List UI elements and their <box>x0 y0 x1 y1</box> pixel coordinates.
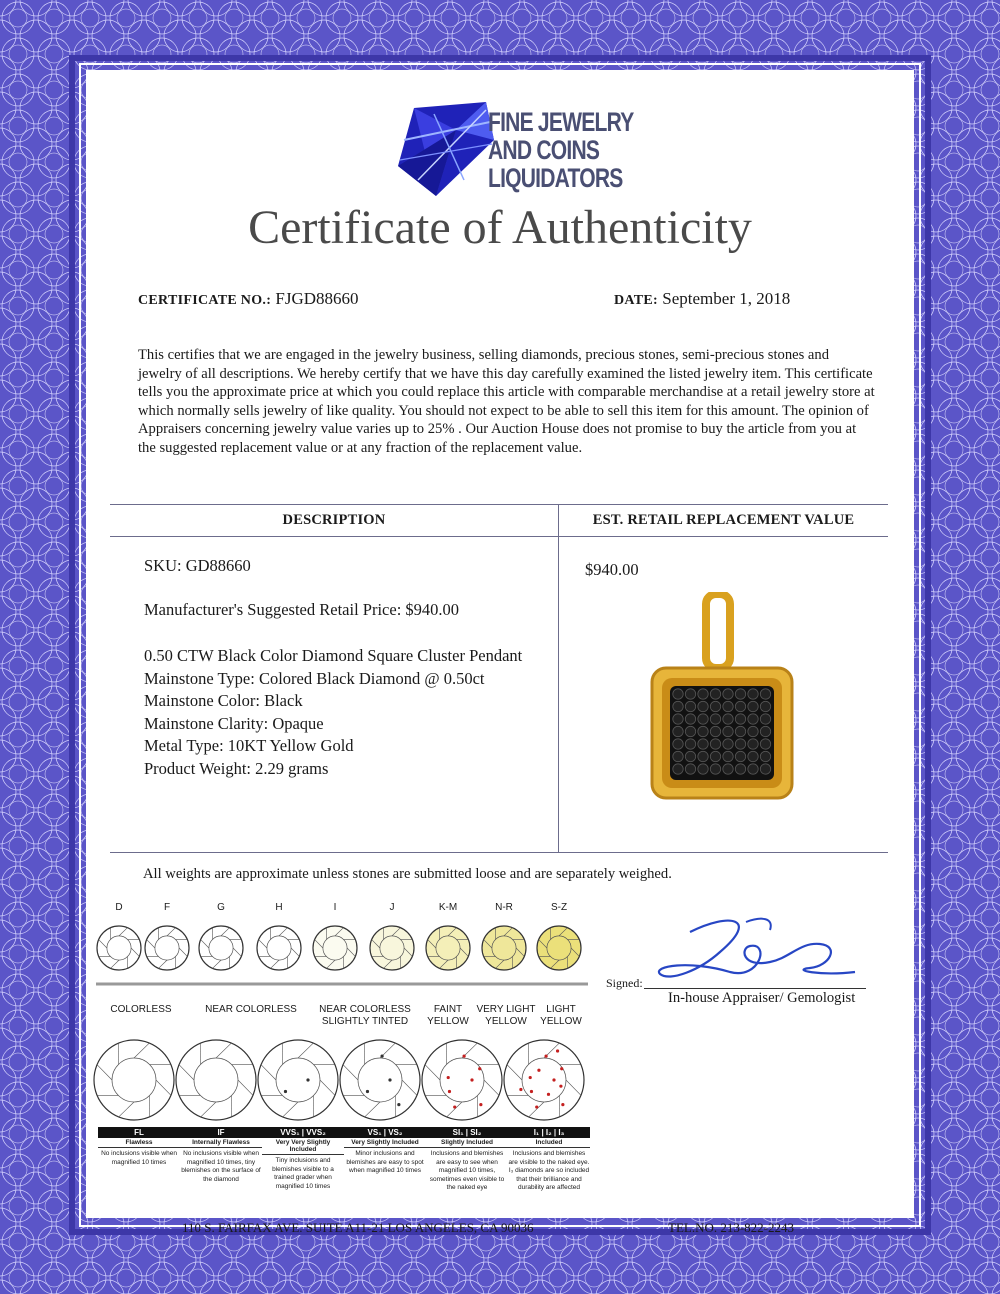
logo-line-2: AND COINS <box>488 135 600 165</box>
detail-line: Product Weight: 2.29 grams <box>144 758 329 778</box>
black-diamond <box>685 764 695 774</box>
black-diamond <box>723 701 733 711</box>
black-diamond <box>735 689 745 699</box>
clarity-name: Included <box>508 1138 590 1148</box>
color-grade-letter: S-Z <box>550 902 568 913</box>
certificate-number-label: CERTIFICATE NO.: <box>138 293 272 308</box>
clarity-code: IF <box>180 1127 262 1138</box>
certificate-number <box>138 289 359 309</box>
black-diamond <box>748 714 758 724</box>
clarity-diamond <box>340 1040 420 1120</box>
color-band: FAINT YELLOW <box>427 1004 469 1027</box>
black-diamond <box>760 689 770 699</box>
color-gem <box>257 926 301 970</box>
clarity-diamond <box>94 1040 174 1120</box>
appraiser-signature <box>650 912 860 992</box>
color-gem <box>313 926 357 970</box>
clarity-diamond <box>504 1040 584 1120</box>
black-diamond <box>760 714 770 724</box>
certificate-date <box>614 289 790 309</box>
black-diamond <box>735 726 745 736</box>
value-header: EST. RETAIL REPLACEMENT VALUE <box>592 512 855 528</box>
black-diamond <box>698 726 708 736</box>
clarity-name: Very Very Slightly Included <box>262 1138 344 1155</box>
date-value: September 1, 2018 <box>662 289 791 308</box>
logo-line-3: LIQUIDATORS <box>488 163 623 193</box>
color-grade-letter: J <box>389 902 395 913</box>
color-grade-letter: K-M <box>438 902 458 913</box>
color-grade-letter: F <box>163 902 171 913</box>
black-diamond <box>710 714 720 724</box>
black-diamond <box>748 751 758 761</box>
clarity-description: No inclusions visible when magnified 10 times <box>101 1150 177 1166</box>
company-name <box>488 108 633 192</box>
table-column-divider <box>558 504 559 852</box>
certificate-number-value: FJGD88660 <box>275 289 359 308</box>
black-diamond <box>760 701 770 711</box>
detail-line: Mainstone Type: Colored Black Diamond @ 0.50ct <box>144 668 485 688</box>
detail-line: 0.50 CTW Black Color Diamond Square Cluster Pendant <box>144 646 523 665</box>
item-details <box>144 645 522 780</box>
description-header: DESCRIPTION <box>282 512 386 528</box>
clarity-grade <box>98 1127 180 1167</box>
clarity-code: SI₁ | SI₂ <box>426 1127 508 1138</box>
black-diamond <box>673 764 683 774</box>
footer-phone: TEL.NO. 213-822-2243 <box>668 1220 795 1235</box>
color-band: VERY LIGHT YELLOW <box>476 1004 536 1027</box>
clarity-code: FL <box>98 1127 180 1138</box>
black-diamond <box>685 689 695 699</box>
black-diamond <box>698 714 708 724</box>
clarity-diamond <box>258 1040 338 1120</box>
color-band: COLORLESS <box>110 1004 172 1015</box>
clarity-scale-diamonds <box>92 1030 592 1130</box>
black-diamond <box>698 689 708 699</box>
color-band: NEAR COLORLESS <box>205 1004 297 1015</box>
clarity-diamond <box>176 1040 256 1120</box>
detail-line: Metal Type: 10KT Yellow Gold <box>144 736 354 755</box>
appraiser-title: In-house Appraiser/ Gemologist <box>668 990 856 1006</box>
color-band: LIGHT YELLOW <box>540 1004 582 1027</box>
table-header-rule <box>110 536 888 537</box>
black-diamond <box>748 739 758 749</box>
black-diamond <box>698 751 708 761</box>
signed-label: Signed: <box>606 976 643 990</box>
replacement-value: $940.00 <box>585 560 639 579</box>
black-diamond <box>723 764 733 774</box>
table-bottom-rule <box>110 852 888 853</box>
clarity-grade <box>180 1127 262 1184</box>
clarity-name: Slightly Included <box>426 1138 508 1148</box>
color-grade-letter: I <box>333 902 337 913</box>
black-diamond <box>698 739 708 749</box>
black-diamond <box>735 739 745 749</box>
black-diamond <box>685 751 695 761</box>
black-diamond <box>723 689 733 699</box>
table-top-rule <box>110 504 888 505</box>
weights-disclaimer: All weights are approximate unless stones are submitted loose and are separately weighed. <box>143 866 672 882</box>
logo-line-1: FINE JEWELRY <box>488 107 634 137</box>
color-gem <box>370 926 414 970</box>
black-diamond <box>723 714 733 724</box>
black-diamond <box>698 764 708 774</box>
black-diamond <box>673 726 683 736</box>
signature-line <box>644 988 866 989</box>
sku: SKU: GD88660 <box>144 556 251 575</box>
clarity-code: I₁ | I₂ | I₃ <box>508 1127 590 1138</box>
black-diamond <box>673 751 683 761</box>
black-diamond <box>723 726 733 736</box>
page-title: Certificate of Authenticity <box>248 201 752 254</box>
black-diamond <box>673 739 683 749</box>
color-scale-gems <box>92 912 592 992</box>
black-diamond <box>748 764 758 774</box>
clarity-description: Inclusions and blemishes are easy to see when magnified 10 times, sometimes even visible to the naked eye <box>429 1150 505 1192</box>
color-gem <box>199 926 243 970</box>
black-diamond <box>723 739 733 749</box>
black-diamond <box>685 726 695 736</box>
color-grade-letter: N-R <box>495 902 513 913</box>
clarity-description: Tiny inclusions and blemishes visible to a trained grader when magnified 10 times <box>272 1157 334 1190</box>
black-diamond <box>685 739 695 749</box>
black-diamond <box>685 701 695 711</box>
black-diamond <box>698 701 708 711</box>
date-label: DATE: <box>614 293 659 308</box>
color-gem <box>482 926 526 970</box>
black-diamond <box>735 714 745 724</box>
black-diamond <box>760 764 770 774</box>
clarity-grade <box>344 1127 426 1176</box>
black-diamond <box>760 726 770 736</box>
black-diamond <box>760 739 770 749</box>
clarity-name: Very Slightly Included <box>344 1138 426 1148</box>
color-gem <box>426 926 470 970</box>
clarity-grade <box>508 1127 590 1193</box>
detail-line: Mainstone Color: Black <box>144 691 303 710</box>
black-diamond <box>710 751 720 761</box>
black-diamond <box>710 701 720 711</box>
black-diamond <box>735 764 745 774</box>
black-diamond <box>748 701 758 711</box>
black-diamond <box>710 689 720 699</box>
pendant-image <box>648 592 796 802</box>
clarity-code: VS₁ | VS₂ <box>344 1127 426 1138</box>
black-diamond <box>735 751 745 761</box>
color-gem <box>537 926 581 970</box>
black-diamond <box>710 764 720 774</box>
msrp: Manufacturer's Suggested Retail Price: $940.00 <box>144 600 460 619</box>
certification-statement: This certifies that we are engaged in the jewelry business, selling diamonds, precious stones, semi-precious stones and jewelry of all descriptions. We hereby certify that we have this day carefully examined the listed jewelry item. This certificate tells you the approximate price at which you could replace this article with comparable merchandise at a retail jewelry store at which normally sells jewelry of like quality. You should not expect to be able to sell this item for this amount. The opinion of Appraisers concerning jewelry value varies up to 25% . Our Auction House does not promise to buy the article from you at the suggested replacement value or at any fraction of the replacement value. <box>138 347 875 456</box>
black-diamond <box>748 689 758 699</box>
black-diamond <box>673 689 683 699</box>
footer-address: 110 S. FAIRFAX AVE. SUITE A11-21 LOS ANGELES, CA 90036 <box>182 1220 534 1235</box>
black-diamond <box>710 739 720 749</box>
clarity-description: Minor inclusions and blemishes are easy to spot when magnified 10 times <box>346 1150 424 1175</box>
detail-line: Mainstone Clarity: Opaque <box>144 713 324 733</box>
black-diamond <box>673 701 683 711</box>
clarity-name: Flawless <box>98 1138 180 1148</box>
color-band: NEAR COLORLESS SLIGHTLY TINTED <box>319 1004 411 1027</box>
black-diamond <box>760 751 770 761</box>
black-diamond <box>735 701 745 711</box>
clarity-code: VVS₁ | VVS₂ <box>262 1127 344 1138</box>
black-diamond <box>685 714 695 724</box>
black-diamond <box>723 751 733 761</box>
clarity-grade <box>262 1127 344 1191</box>
color-grade-letter: G <box>217 902 225 913</box>
clarity-grade <box>426 1127 508 1193</box>
color-gem <box>145 926 189 970</box>
color-gem <box>97 926 141 970</box>
color-grade-letter: D <box>115 902 123 913</box>
color-grade-letter: H <box>275 902 283 913</box>
black-diamond <box>748 726 758 736</box>
clarity-diamond <box>422 1040 502 1120</box>
black-diamond <box>710 726 720 736</box>
clarity-description: No inclusions visible when magnified 10 times, tiny blemishes on the surface of the diamond <box>181 1150 261 1183</box>
black-diamond <box>673 714 683 724</box>
clarity-description: Inclusions and blemishes are visible to the naked eye. I₃ diamonds are so included that their brilliance and durability are affected <box>508 1150 590 1192</box>
clarity-name: Internally Flawless <box>180 1138 262 1148</box>
